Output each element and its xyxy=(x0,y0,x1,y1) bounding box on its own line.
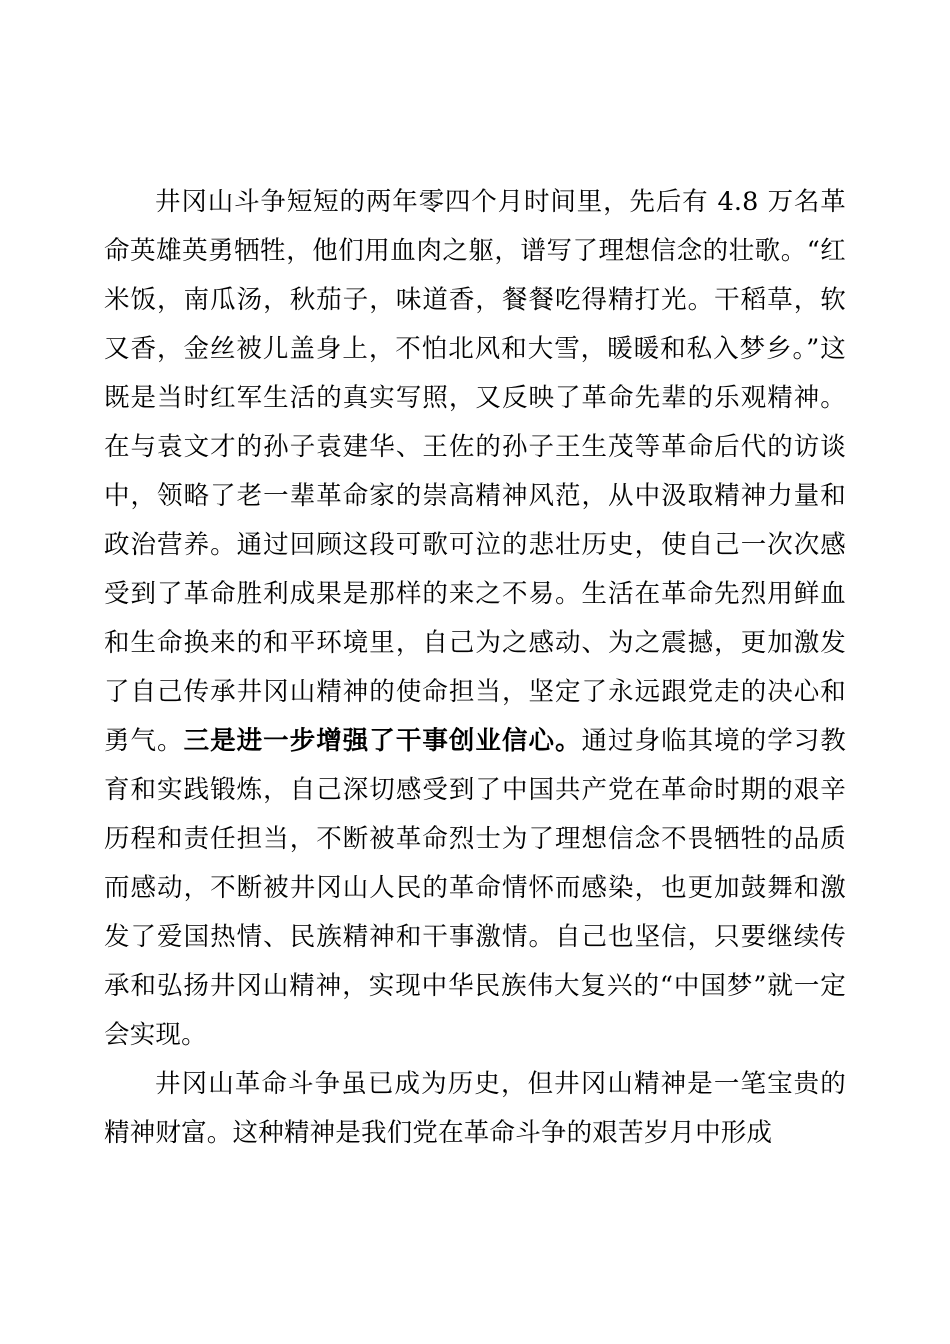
text-run: 井冈山斗争短短的两年零四个月时间里，先后有 4.8 万名革命英雄英勇牺牲，他们用血肉之躯，谱写了理想信念的壮歌。“红米饭，南瓜汤，秋茄子，味道香，餐餐吃得精打光。干稻草，软又香，金丝被儿盖身上，不怕北风和大雪，暖暖和私入梦乡。”这既是当时红军生活的真实写照，又反映了革命先辈的乐观精神。在与袁文才的孙子袁建华、王佐的孙子王生茂等革命后代的访谈中，领略了老一辈革命家的崇高精神风范，从中汲取精神力量和政治营养。通过回顾这段可歌可泣的悲壮历史，使自己一次次感受到了革命胜利成果是那样的来之不易。生活在革命先烈用鲜血和生命换来的和平环境里，自己为之感动、为之震撼，更加激发了自己传承井冈山精神的使命担当，坚定了永远跟党走的决心和勇气。 xyxy=(104,187,846,756)
document-body xyxy=(104,178,846,1158)
bold-text-run: 三是进一步增强了干事创业信心。 xyxy=(183,726,582,756)
paragraph-2 xyxy=(104,1060,846,1158)
paragraph-1 xyxy=(104,178,846,1060)
text-run: 通过身临其境的学习教育和实践锻炼，自己深切感受到了中国共产党在革命时期的艰辛历程和责任担当，不断被革命烈士为了理想信念不畏牺牲的品质而感动，不断被井冈山人民的革命情怀而感染，也更加鼓舞和激发了爱国热情、民族精神和干事激情。自己也坚信，只要继续传承和弘扬井冈山精神，实现中华民族伟大复兴的“中国梦”就一定会实现。 xyxy=(104,726,846,1050)
text-run: 井冈山革命斗争虽已成为历史，但井冈山精神是一笔宝贵的精神财富。这种精神是我们党在革命斗争的艰苦岁月中形成 xyxy=(104,1069,846,1148)
